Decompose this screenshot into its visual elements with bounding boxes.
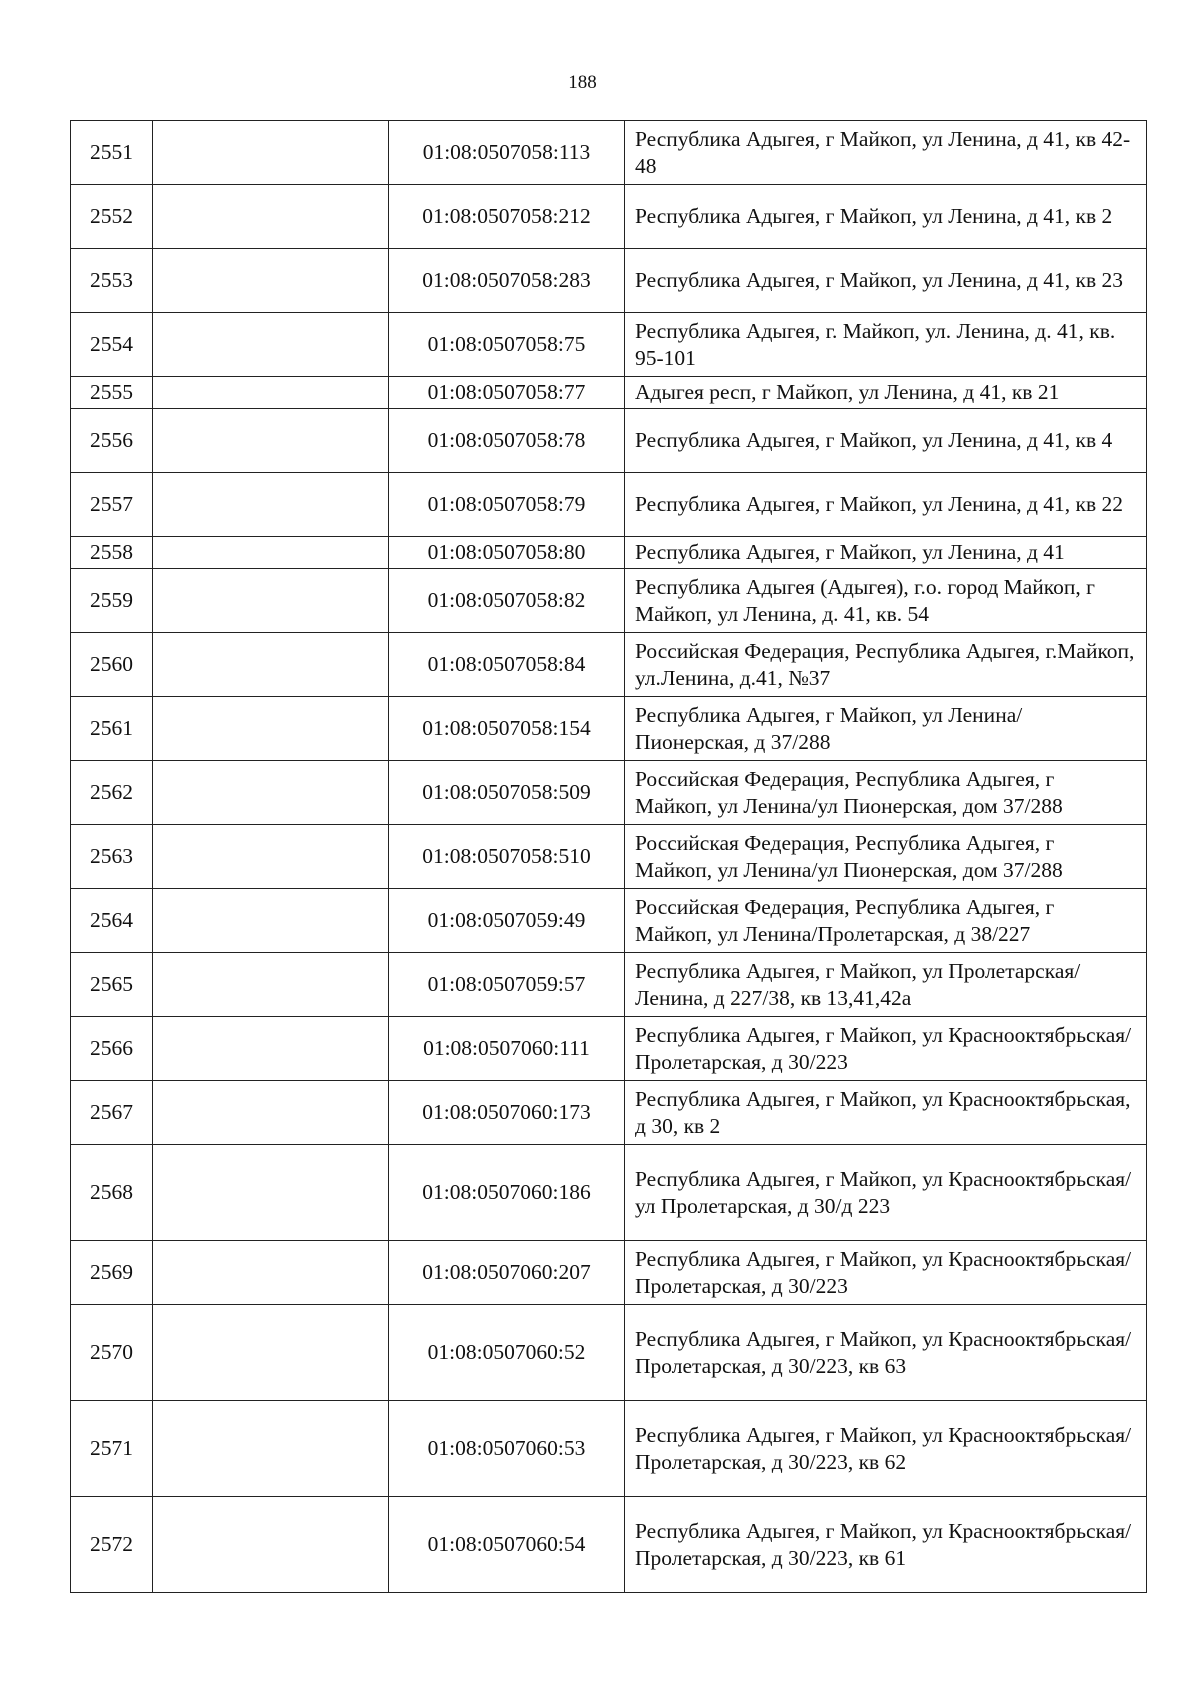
cadastral-number: 01:08:0507058:78 — [389, 409, 625, 473]
address-cell: Республика Адыгея, г Майкоп, ул Ленина, д 41, кв 22 — [625, 473, 1147, 537]
cadastral-number: 01:08:0507060:186 — [389, 1145, 625, 1241]
cadastral-number: 01:08:0507058:510 — [389, 825, 625, 889]
row-number: 2560 — [71, 633, 153, 697]
row-number: 2551 — [71, 121, 153, 185]
row-number: 2561 — [71, 697, 153, 761]
row-number: 2554 — [71, 313, 153, 377]
empty-cell — [153, 473, 389, 537]
table-row — [71, 953, 1147, 1017]
table-row — [71, 1241, 1147, 1305]
cadastral-number: 01:08:0507060:52 — [389, 1305, 625, 1401]
row-number: 2555 — [71, 377, 153, 409]
row-number: 2569 — [71, 1241, 153, 1305]
cadastral-number: 01:08:0507058:212 — [389, 185, 625, 249]
row-number: 2572 — [71, 1497, 153, 1593]
cadastral-number: 01:08:0507060:53 — [389, 1401, 625, 1497]
address-cell: Республика Адыгея, г Майкоп, ул Ленина, д 41, кв 23 — [625, 249, 1147, 313]
empty-cell — [153, 1401, 389, 1497]
address-cell: Российская Федерация, Республика Адыгея, г Майкоп, ул Ленина/ул Пионерская, дом 37/288 — [625, 761, 1147, 825]
table-row — [71, 633, 1147, 697]
table-row — [71, 1081, 1147, 1145]
empty-cell — [153, 1017, 389, 1081]
row-number: 2571 — [71, 1401, 153, 1497]
address-cell: Республика Адыгея, г Майкоп, ул Краснооктябрьская/Пролетарская, д 30/223, кв 62 — [625, 1401, 1147, 1497]
address-cell: Адыгея респ, г Майкоп, ул Ленина, д 41, кв 21 — [625, 377, 1147, 409]
table-row — [71, 569, 1147, 633]
empty-cell — [153, 1241, 389, 1305]
row-number: 2567 — [71, 1081, 153, 1145]
address-cell: Республика Адыгея, г Майкоп, ул Ленина, д 41, кв 2 — [625, 185, 1147, 249]
empty-cell — [153, 537, 389, 569]
address-cell: Республика Адыгея, г Майкоп, ул Краснооктябрьская/Пролетарская, д 30/223 — [625, 1017, 1147, 1081]
table-row — [71, 185, 1147, 249]
row-number: 2570 — [71, 1305, 153, 1401]
address-cell: Республика Адыгея, г Майкоп, ул Краснооктябрьская/Пролетарская, д 30/223 — [625, 1241, 1147, 1305]
cadastral-number: 01:08:0507058:283 — [389, 249, 625, 313]
address-cell: Российская Федерация, Республика Адыгея, г.Майкоп, ул.Ленина, д.41, №37 — [625, 633, 1147, 697]
row-number: 2565 — [71, 953, 153, 1017]
table-row — [71, 697, 1147, 761]
row-number: 2564 — [71, 889, 153, 953]
table-row — [71, 537, 1147, 569]
row-number: 2556 — [71, 409, 153, 473]
row-number: 2557 — [71, 473, 153, 537]
table-row — [71, 377, 1147, 409]
empty-cell — [153, 633, 389, 697]
address-cell: Республика Адыгея, г Майкоп, ул Краснооктябрьская, д 30, кв 2 — [625, 1081, 1147, 1145]
cadastral-number: 01:08:0507060:207 — [389, 1241, 625, 1305]
address-cell: Республика Адыгея, г Майкоп, ул Краснооктябрьская/Пролетарская, д 30/223, кв 61 — [625, 1497, 1147, 1593]
table-row — [71, 825, 1147, 889]
address-cell: Республика Адыгея (Адыгея), г.о. город Майкоп, г Майкоп, ул Ленина, д. 41, кв. 54 — [625, 569, 1147, 633]
cadastral-number: 01:08:0507058:154 — [389, 697, 625, 761]
empty-cell — [153, 953, 389, 1017]
table-row — [71, 1145, 1147, 1241]
row-number: 2552 — [71, 185, 153, 249]
table-row — [71, 1401, 1147, 1497]
cadastral-number: 01:08:0507060:173 — [389, 1081, 625, 1145]
address-cell: Республика Адыгея, г Майкоп, ул Ленина, д 41 — [625, 537, 1147, 569]
address-cell: Республика Адыгея, г Майкоп, ул Ленина, д 41, кв 4 — [625, 409, 1147, 473]
empty-cell — [153, 889, 389, 953]
empty-cell — [153, 569, 389, 633]
address-cell: Республика Адыгея, г Майкоп, ул Пролетарская/Ленина, д 227/38, кв 13,41,42а — [625, 953, 1147, 1017]
table-row — [71, 1017, 1147, 1081]
page-number: 188 — [568, 72, 597, 93]
empty-cell — [153, 409, 389, 473]
cadastral-number: 01:08:0507060:54 — [389, 1497, 625, 1593]
row-number: 2553 — [71, 249, 153, 313]
table-row — [71, 409, 1147, 473]
cadastral-number: 01:08:0507058:509 — [389, 761, 625, 825]
address-cell: Республика Адыгея, г Майкоп, ул Ленина/Пионерская, д 37/288 — [625, 697, 1147, 761]
cadastral-number: 01:08:0507058:82 — [389, 569, 625, 633]
empty-cell — [153, 1081, 389, 1145]
table-row — [71, 889, 1147, 953]
address-cell: Российская Федерация, Республика Адыгея, г Майкоп, ул Ленина/Пролетарская, д 38/227 — [625, 889, 1147, 953]
cadastral-number: 01:08:0507059:57 — [389, 953, 625, 1017]
row-number: 2558 — [71, 537, 153, 569]
empty-cell — [153, 1497, 389, 1593]
empty-cell — [153, 377, 389, 409]
address-cell: Республика Адыгея, г Майкоп, ул Краснооктябрьская/Пролетарская, д 30/223, кв 63 — [625, 1305, 1147, 1401]
table-row — [71, 121, 1147, 185]
address-cell: Российская Федерация, Республика Адыгея, г Майкоп, ул Ленина/ул Пионерская, дом 37/288 — [625, 825, 1147, 889]
empty-cell — [153, 825, 389, 889]
cadastral-number: 01:08:0507058:113 — [389, 121, 625, 185]
table-row — [71, 313, 1147, 377]
empty-cell — [153, 697, 389, 761]
address-cell: Республика Адыгея, г Майкоп, ул Краснооктябрьская/ул Пролетарская, д 30/д 223 — [625, 1145, 1147, 1241]
cadastral-number: 01:08:0507058:80 — [389, 537, 625, 569]
cadastral-number: 01:08:0507058:79 — [389, 473, 625, 537]
table-row — [71, 249, 1147, 313]
empty-cell — [153, 185, 389, 249]
row-number: 2566 — [71, 1017, 153, 1081]
empty-cell — [153, 1305, 389, 1401]
row-number: 2562 — [71, 761, 153, 825]
empty-cell — [153, 761, 389, 825]
row-number: 2563 — [71, 825, 153, 889]
table-row — [71, 761, 1147, 825]
row-number: 2568 — [71, 1145, 153, 1241]
empty-cell — [153, 249, 389, 313]
empty-cell — [153, 121, 389, 185]
cadastral-number: 01:08:0507058:77 — [389, 377, 625, 409]
registry-table — [70, 120, 1147, 1593]
table-row — [71, 1305, 1147, 1401]
cadastral-number: 01:08:0507058:75 — [389, 313, 625, 377]
cadastral-number: 01:08:0507060:111 — [389, 1017, 625, 1081]
table-row — [71, 1497, 1147, 1593]
address-cell: Республика Адыгея, г. Майкоп, ул. Ленина, д. 41, кв. 95-101 — [625, 313, 1147, 377]
address-cell: Республика Адыгея, г Майкоп, ул Ленина, д 41, кв 42-48 — [625, 121, 1147, 185]
row-number: 2559 — [71, 569, 153, 633]
table-row — [71, 473, 1147, 537]
registry-table-body — [71, 121, 1147, 1593]
cadastral-number: 01:08:0507058:84 — [389, 633, 625, 697]
empty-cell — [153, 313, 389, 377]
empty-cell — [153, 1145, 389, 1241]
cadastral-number: 01:08:0507059:49 — [389, 889, 625, 953]
